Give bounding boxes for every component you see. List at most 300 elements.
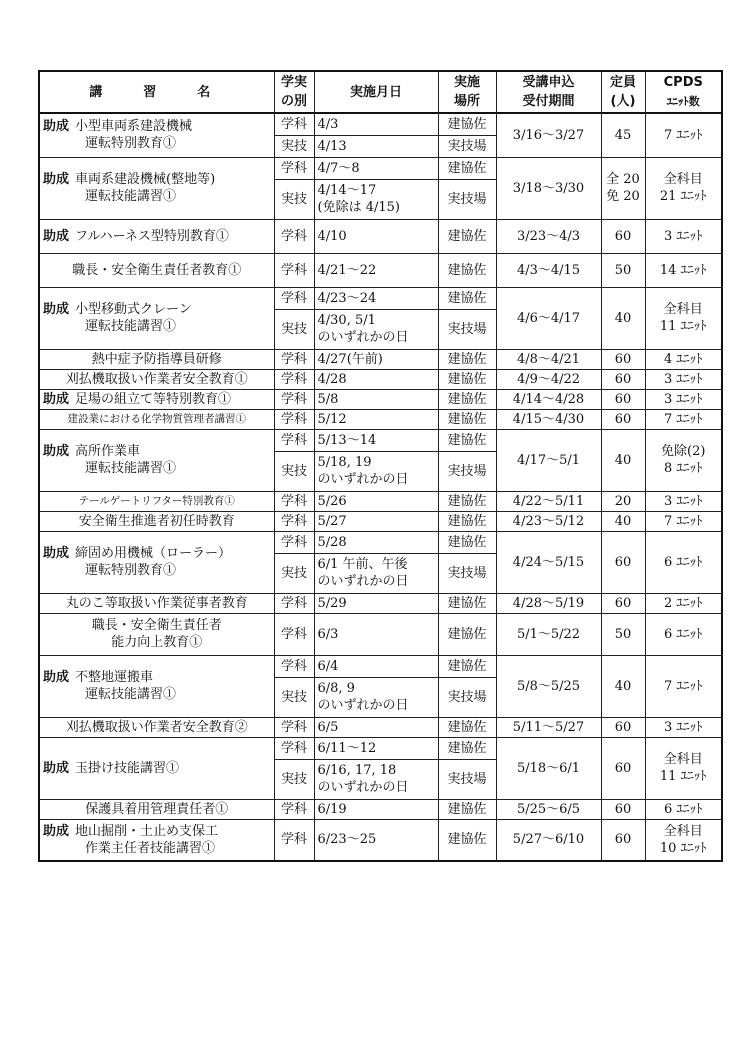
table-row: [39, 369, 722, 389]
cpds-line: 7 ﾕﾆｯﾄ: [664, 411, 703, 427]
place-cell: 実技場: [438, 553, 496, 593]
course-name: 不整地運搬車: [75, 670, 154, 685]
table-row: [39, 253, 722, 287]
cpds-cell: [645, 157, 722, 219]
date-line: 6/3: [317, 626, 339, 642]
date-line: のいずれかの日: [317, 780, 409, 795]
course-name-line2: 運転特別教育①: [85, 563, 177, 578]
application-period-cell: 3/16～3/27: [496, 113, 601, 157]
date-line: 6/8, 9: [317, 681, 355, 696]
capacity-cell: [601, 655, 645, 717]
course-name: 熱中症予防指導員研修: [91, 351, 222, 367]
type-cell: 学科: [274, 737, 314, 759]
subsidy-badge: 助成: [43, 119, 70, 135]
table-body: [39, 113, 722, 861]
capacity-line: 60: [614, 719, 632, 735]
date-cell: [314, 179, 438, 219]
application-period-cell: 4/28～5/19: [496, 593, 601, 613]
capacity-line: 全 20: [606, 172, 640, 187]
type-cell: 学科: [274, 429, 314, 451]
place-cell: 建協佐: [438, 531, 496, 553]
date-cell: [314, 135, 438, 157]
place-cell: 実技場: [438, 759, 496, 799]
table-row: [39, 511, 722, 531]
capacity-line: 60: [614, 371, 632, 387]
capacity-cell: [601, 369, 645, 389]
course-name-cell: [39, 491, 274, 511]
cpds-cell: [645, 113, 722, 157]
capacity-line: 40: [614, 452, 632, 468]
cpds-line: 7 ﾕﾆｯﾄ: [664, 678, 703, 694]
place-cell: 建協佐: [438, 409, 496, 429]
course-name: 玉掛け技能講習①: [75, 760, 180, 776]
date-line: のいずれかの日: [317, 330, 409, 345]
capacity-line: 40: [614, 310, 632, 326]
cpds-cell: [645, 429, 722, 491]
cpds-cell: [645, 349, 722, 369]
course-name: 刈払機取扱い作業者安全教育②: [65, 719, 248, 735]
date-line: 6/1 午前、午後: [317, 557, 408, 572]
type-cell: 学科: [274, 409, 314, 429]
course-name-line2: 作業主任者技能講習①: [85, 840, 216, 856]
application-period-cell: 4/3～4/15: [496, 253, 601, 287]
date-cell: [314, 491, 438, 511]
place-cell: 建協佐: [438, 369, 496, 389]
cpds-line: 14 ﾕﾆｯﾄ: [659, 262, 707, 278]
cpds-line: 全科目: [663, 752, 703, 767]
type-cell: 学科: [274, 655, 314, 677]
course-name: 安全衛生推進者初任時教育: [78, 513, 235, 529]
subsidy-badge: 助成: [43, 760, 70, 776]
type-cell: 実技: [274, 179, 314, 219]
table-row: [39, 287, 722, 309]
capacity-line: 60: [614, 391, 632, 407]
capacity-line: 40: [614, 513, 632, 529]
header-place: 実施 場所: [438, 71, 496, 113]
type-cell: 学科: [274, 113, 314, 135]
place-cell: 実技場: [438, 135, 496, 157]
cpds-cell: [645, 287, 722, 349]
capacity-line: 60: [614, 595, 632, 611]
date-cell: [314, 113, 438, 135]
date-line: 4/14～17: [317, 183, 377, 198]
capacity-cell: [601, 287, 645, 349]
type-cell: 実技: [274, 451, 314, 491]
capacity-cell: [601, 219, 645, 253]
application-period-cell: 4/23～5/12: [496, 511, 601, 531]
course-name-cell: [39, 429, 274, 491]
capacity-cell: [601, 819, 645, 861]
capacity-line: 50: [614, 626, 632, 642]
date-cell: [314, 593, 438, 613]
date-line: 6/11～12: [317, 740, 377, 756]
capacity-line: 60: [614, 554, 632, 570]
type-cell: 実技: [274, 677, 314, 717]
place-cell: 実技場: [438, 179, 496, 219]
date-line: 4/28: [317, 371, 347, 387]
course-name-line2: 運転技能講習①: [85, 189, 177, 204]
place-cell: 建協佐: [438, 655, 496, 677]
table-row: [39, 409, 722, 429]
date-cell: [314, 717, 438, 737]
type-cell: 学科: [274, 287, 314, 309]
application-period-cell: 4/15～4/30: [496, 409, 601, 429]
capacity-line: 60: [614, 832, 632, 848]
cpds-cell: [645, 409, 722, 429]
course-name-cell: [39, 655, 274, 717]
date-cell: [314, 309, 438, 349]
date-line: 5/27: [317, 513, 347, 529]
place-cell: 建協佐: [438, 253, 496, 287]
cpds-line: 6 ﾕﾆｯﾄ: [664, 554, 703, 570]
table-row: [39, 613, 722, 655]
table-row: [39, 593, 722, 613]
subsidy-badge: 助成: [43, 228, 70, 244]
capacity-cell: [601, 157, 645, 219]
date-line: 4/27(午前): [317, 351, 383, 367]
course-name: 高所作業車: [75, 444, 141, 459]
table-row: [39, 219, 722, 253]
cpds-line: 全科目: [663, 172, 703, 187]
type-cell: 学科: [274, 531, 314, 553]
cpds-line: 6 ﾕﾆｯﾄ: [664, 801, 703, 817]
course-name-cell: [39, 593, 274, 613]
place-cell: 建協佐: [438, 511, 496, 531]
cpds-line: 免除(2): [661, 444, 706, 459]
capacity-cell: [601, 491, 645, 511]
date-line: 6/16, 17, 18: [317, 763, 397, 778]
date-cell: [314, 349, 438, 369]
course-name-cell: [39, 253, 274, 287]
type-cell: 学科: [274, 593, 314, 613]
type-cell: 学科: [274, 717, 314, 737]
application-period-cell: 5/18～6/1: [496, 737, 601, 799]
table-row: [39, 655, 722, 677]
capacity-cell: [601, 717, 645, 737]
cpds-cell: [645, 799, 722, 819]
date-cell: [314, 369, 438, 389]
date-line: 6/19: [317, 801, 347, 817]
date-line: のいずれかの日: [317, 574, 409, 589]
capacity-line: 60: [614, 760, 632, 776]
cpds-cell: [645, 819, 722, 861]
type-cell: 実技: [274, 309, 314, 349]
date-line: 5/26: [317, 493, 347, 509]
course-name-cell: [39, 819, 274, 861]
date-cell: [314, 613, 438, 655]
application-period-cell: 4/17～5/1: [496, 429, 601, 491]
subsidy-badge: 助成: [43, 546, 70, 561]
date-cell: [314, 219, 438, 253]
course-name-cell: [39, 737, 274, 799]
capacity-cell: [601, 531, 645, 593]
course-name-cell: [39, 799, 274, 819]
date-line: 6/5: [317, 719, 339, 735]
place-cell: 建協佐: [438, 593, 496, 613]
type-cell: 学科: [274, 253, 314, 287]
type-cell: 実技: [274, 759, 314, 799]
capacity-line: 20: [614, 493, 632, 509]
date-line: 5/13～14: [317, 432, 377, 448]
type-cell: 実技: [274, 135, 314, 157]
course-name-cell: [39, 287, 274, 349]
application-period-cell: 4/14～4/28: [496, 389, 601, 409]
type-cell: 学科: [274, 613, 314, 655]
date-line: 4/7～8: [317, 160, 360, 176]
course-name-line2: 能力向上教育①: [111, 635, 203, 650]
place-cell: 建協佐: [438, 737, 496, 759]
capacity-cell: [601, 429, 645, 491]
table-header: [39, 71, 722, 113]
cpds-line: 7 ﾕﾆｯﾄ: [664, 127, 703, 143]
cpds-cell: [645, 737, 722, 799]
table-row: [39, 157, 722, 179]
date-line: 5/12: [317, 411, 347, 427]
date-line: 6/4: [317, 658, 339, 674]
date-cell: [314, 429, 438, 451]
date-line: 4/3: [317, 116, 339, 132]
capacity-cell: [601, 737, 645, 799]
course-name-line2: 運転技能講習①: [85, 687, 177, 702]
cpds-line: 3 ﾕﾆｯﾄ: [664, 391, 703, 407]
cpds-cell: [645, 219, 722, 253]
cpds-cell: [645, 717, 722, 737]
course-name: 小型移動式クレーン: [75, 302, 192, 317]
capacity-cell: [601, 389, 645, 409]
capacity-cell: [601, 253, 645, 287]
cpds-cell: [645, 655, 722, 717]
course-name: 職長・安全衛生責任者教育①: [72, 262, 242, 278]
application-period-cell: 5/11～5/27: [496, 717, 601, 737]
subsidy-badge: 助成: [43, 444, 70, 459]
date-cell: [314, 553, 438, 593]
capacity-cell: [601, 613, 645, 655]
cpds-line: 2 ﾕﾆｯﾄ: [664, 595, 703, 611]
place-cell: 建協佐: [438, 113, 496, 135]
date-cell: [314, 157, 438, 179]
cpds-cell: [645, 593, 722, 613]
capacity-line: 40: [614, 678, 632, 694]
course-name: 地山掘削・土止め支保工: [75, 823, 219, 839]
header-period: 受講申込 受付期間: [496, 71, 601, 113]
course-name: フルハーネス型特別教育①: [75, 228, 229, 244]
application-period-cell: 5/25～6/5: [496, 799, 601, 819]
application-period-cell: 4/6～4/17: [496, 287, 601, 349]
capacity-cell: [601, 593, 645, 613]
cpds-cell: [645, 491, 722, 511]
place-cell: 建協佐: [438, 219, 496, 253]
date-cell: [314, 389, 438, 409]
date-cell: [314, 511, 438, 531]
date-line: 5/28: [317, 534, 347, 550]
table-row: [39, 531, 722, 553]
cpds-line: 3 ﾕﾆｯﾄ: [664, 228, 703, 244]
course-name-cell: [39, 409, 274, 429]
capacity-cell: [601, 799, 645, 819]
cpds-line: 3 ﾕﾆｯﾄ: [664, 493, 703, 509]
date-cell: [314, 819, 438, 861]
date-line: (免除は 4/15): [317, 200, 400, 215]
capacity-cell: [601, 349, 645, 369]
application-period-cell: 4/8～4/21: [496, 349, 601, 369]
place-cell: 実技場: [438, 677, 496, 717]
capacity-cell: [601, 113, 645, 157]
date-line: 5/8: [317, 391, 339, 407]
cpds-line: 3 ﾕﾆｯﾄ: [664, 719, 703, 735]
date-cell: [314, 409, 438, 429]
course-name: 職長・安全衛生責任者: [91, 618, 222, 633]
capacity-cell: [601, 409, 645, 429]
course-name: テールゲートリフター特別教育①: [78, 494, 235, 507]
type-cell: 学科: [274, 369, 314, 389]
date-line: 5/18, 19: [317, 455, 372, 470]
application-period-cell: 3/18～3/30: [496, 157, 601, 219]
cpds-cell: [645, 253, 722, 287]
table-row: [39, 819, 722, 861]
course-name-cell: [39, 157, 274, 219]
application-period-cell: 4/24～5/15: [496, 531, 601, 593]
date-line: 4/13: [317, 138, 347, 154]
type-cell: 実技: [274, 553, 314, 593]
cpds-cell: [645, 369, 722, 389]
capacity-line: 60: [614, 411, 632, 427]
table-row: [39, 349, 722, 369]
place-cell: 建協佐: [438, 819, 496, 861]
place-cell: 実技場: [438, 309, 496, 349]
date-line: のいずれかの日: [317, 472, 409, 487]
course-name: 車両系建設機械(整地等): [75, 172, 216, 187]
date-cell: [314, 677, 438, 717]
course-name: 丸のこ等取扱い作業従事者教育: [65, 595, 248, 611]
type-cell: 学科: [274, 219, 314, 253]
header-cpds: CPDS ﾕﾆｯﾄ数: [645, 71, 722, 113]
table-row: [39, 737, 722, 759]
course-name-cell: [39, 531, 274, 593]
cpds-cell: [645, 531, 722, 593]
course-name-cell: [39, 369, 274, 389]
subsidy-badge: 助成: [43, 670, 70, 685]
course-name-cell: [39, 717, 274, 737]
course-name-cell: [39, 613, 274, 655]
table-row: [39, 113, 722, 135]
date-cell: [314, 287, 438, 309]
date-line: 4/23～24: [317, 290, 377, 306]
application-period-cell: 4/22～5/11: [496, 491, 601, 511]
application-period-cell: 5/27～6/10: [496, 819, 601, 861]
application-period-cell: 5/1～5/22: [496, 613, 601, 655]
application-period-cell: 5/8～5/25: [496, 655, 601, 717]
cpds-line: 7 ﾕﾆｯﾄ: [664, 513, 703, 529]
table-row: [39, 491, 722, 511]
type-cell: 学科: [274, 389, 314, 409]
type-cell: 学科: [274, 157, 314, 179]
type-cell: 学科: [274, 511, 314, 531]
capacity-line: 45: [614, 127, 632, 143]
course-name-cell: [39, 349, 274, 369]
course-name: 小型車両系建設機械: [75, 119, 193, 135]
place-cell: 建協佐: [438, 717, 496, 737]
place-cell: 建協佐: [438, 613, 496, 655]
date-cell: [314, 531, 438, 553]
place-cell: 建協佐: [438, 389, 496, 409]
type-cell: 学科: [274, 799, 314, 819]
date-line: 5/29: [317, 595, 347, 611]
place-cell: 建協佐: [438, 157, 496, 179]
course-name: 締固め用機械（ローラー）: [75, 546, 232, 561]
date-cell: [314, 451, 438, 491]
capacity-cell: [601, 511, 645, 531]
header-capacity: 定員 (人): [601, 71, 645, 113]
header-course-name: 講 習 名: [39, 71, 274, 113]
table-row: [39, 429, 722, 451]
place-cell: 建協佐: [438, 491, 496, 511]
subsidy-badge: 助成: [43, 172, 70, 187]
cpds-line: 全科目: [663, 823, 703, 839]
date-line: のいずれかの日: [317, 698, 409, 713]
date-line: 6/23～25: [317, 832, 377, 848]
place-cell: 建協佐: [438, 429, 496, 451]
course-name: 保護具着用管理責任者①: [85, 801, 229, 817]
cpds-line: 21 ﾕﾆｯﾄ: [659, 189, 707, 204]
cpds-cell: [645, 389, 722, 409]
cpds-cell: [645, 613, 722, 655]
application-period-cell: 3/23～4/3: [496, 219, 601, 253]
date-line: 4/10: [317, 228, 347, 244]
cpds-line: 11 ﾕﾆｯﾄ: [659, 319, 707, 334]
capacity-line: 50: [614, 262, 632, 278]
place-cell: 実技場: [438, 451, 496, 491]
course-name: 足場の組立て等特別教育①: [75, 391, 232, 407]
date-cell: [314, 759, 438, 799]
capacity-line: 免 20: [606, 189, 640, 204]
date-cell: [314, 655, 438, 677]
capacity-line: 60: [614, 228, 632, 244]
cpds-cell: [645, 511, 722, 531]
cpds-line: 4 ﾕﾆｯﾄ: [664, 351, 703, 367]
table-row: [39, 799, 722, 819]
course-name-line2: 運転技能講習①: [85, 319, 177, 334]
cpds-line: 11 ﾕﾆｯﾄ: [659, 769, 707, 784]
course-name-cell: [39, 389, 274, 409]
place-cell: 建協佐: [438, 799, 496, 819]
date-line: 4/30, 5/1: [317, 313, 376, 328]
course-name: 建設業における化学物質管理者講習①: [67, 412, 246, 425]
capacity-line: 60: [614, 351, 632, 367]
cpds-line: 全科目: [663, 302, 703, 317]
place-cell: 建協佐: [438, 287, 496, 309]
cpds-line: 10 ﾕﾆｯﾄ: [659, 840, 707, 856]
course-name-line2: 運転特別教育①: [85, 136, 177, 152]
type-cell: 学科: [274, 491, 314, 511]
subsidy-badge: 助成: [43, 391, 70, 407]
course-name-line2: 運転技能講習①: [85, 461, 177, 476]
course-name: 刈払機取扱い作業者安全教育①: [65, 371, 248, 387]
date-cell: [314, 737, 438, 759]
header-date: 実施月日: [314, 71, 438, 113]
place-cell: 建協佐: [438, 349, 496, 369]
course-schedule-table: [38, 70, 723, 862]
type-cell: 学科: [274, 819, 314, 861]
course-name-cell: [39, 219, 274, 253]
date-line: 4/21～22: [317, 262, 377, 278]
date-cell: [314, 253, 438, 287]
course-name-cell: [39, 113, 274, 157]
subsidy-badge: 助成: [43, 302, 70, 317]
date-cell: [314, 799, 438, 819]
header-type: 学実 の別: [274, 71, 314, 113]
capacity-line: 60: [614, 801, 632, 817]
cpds-line: 3 ﾕﾆｯﾄ: [664, 371, 703, 387]
